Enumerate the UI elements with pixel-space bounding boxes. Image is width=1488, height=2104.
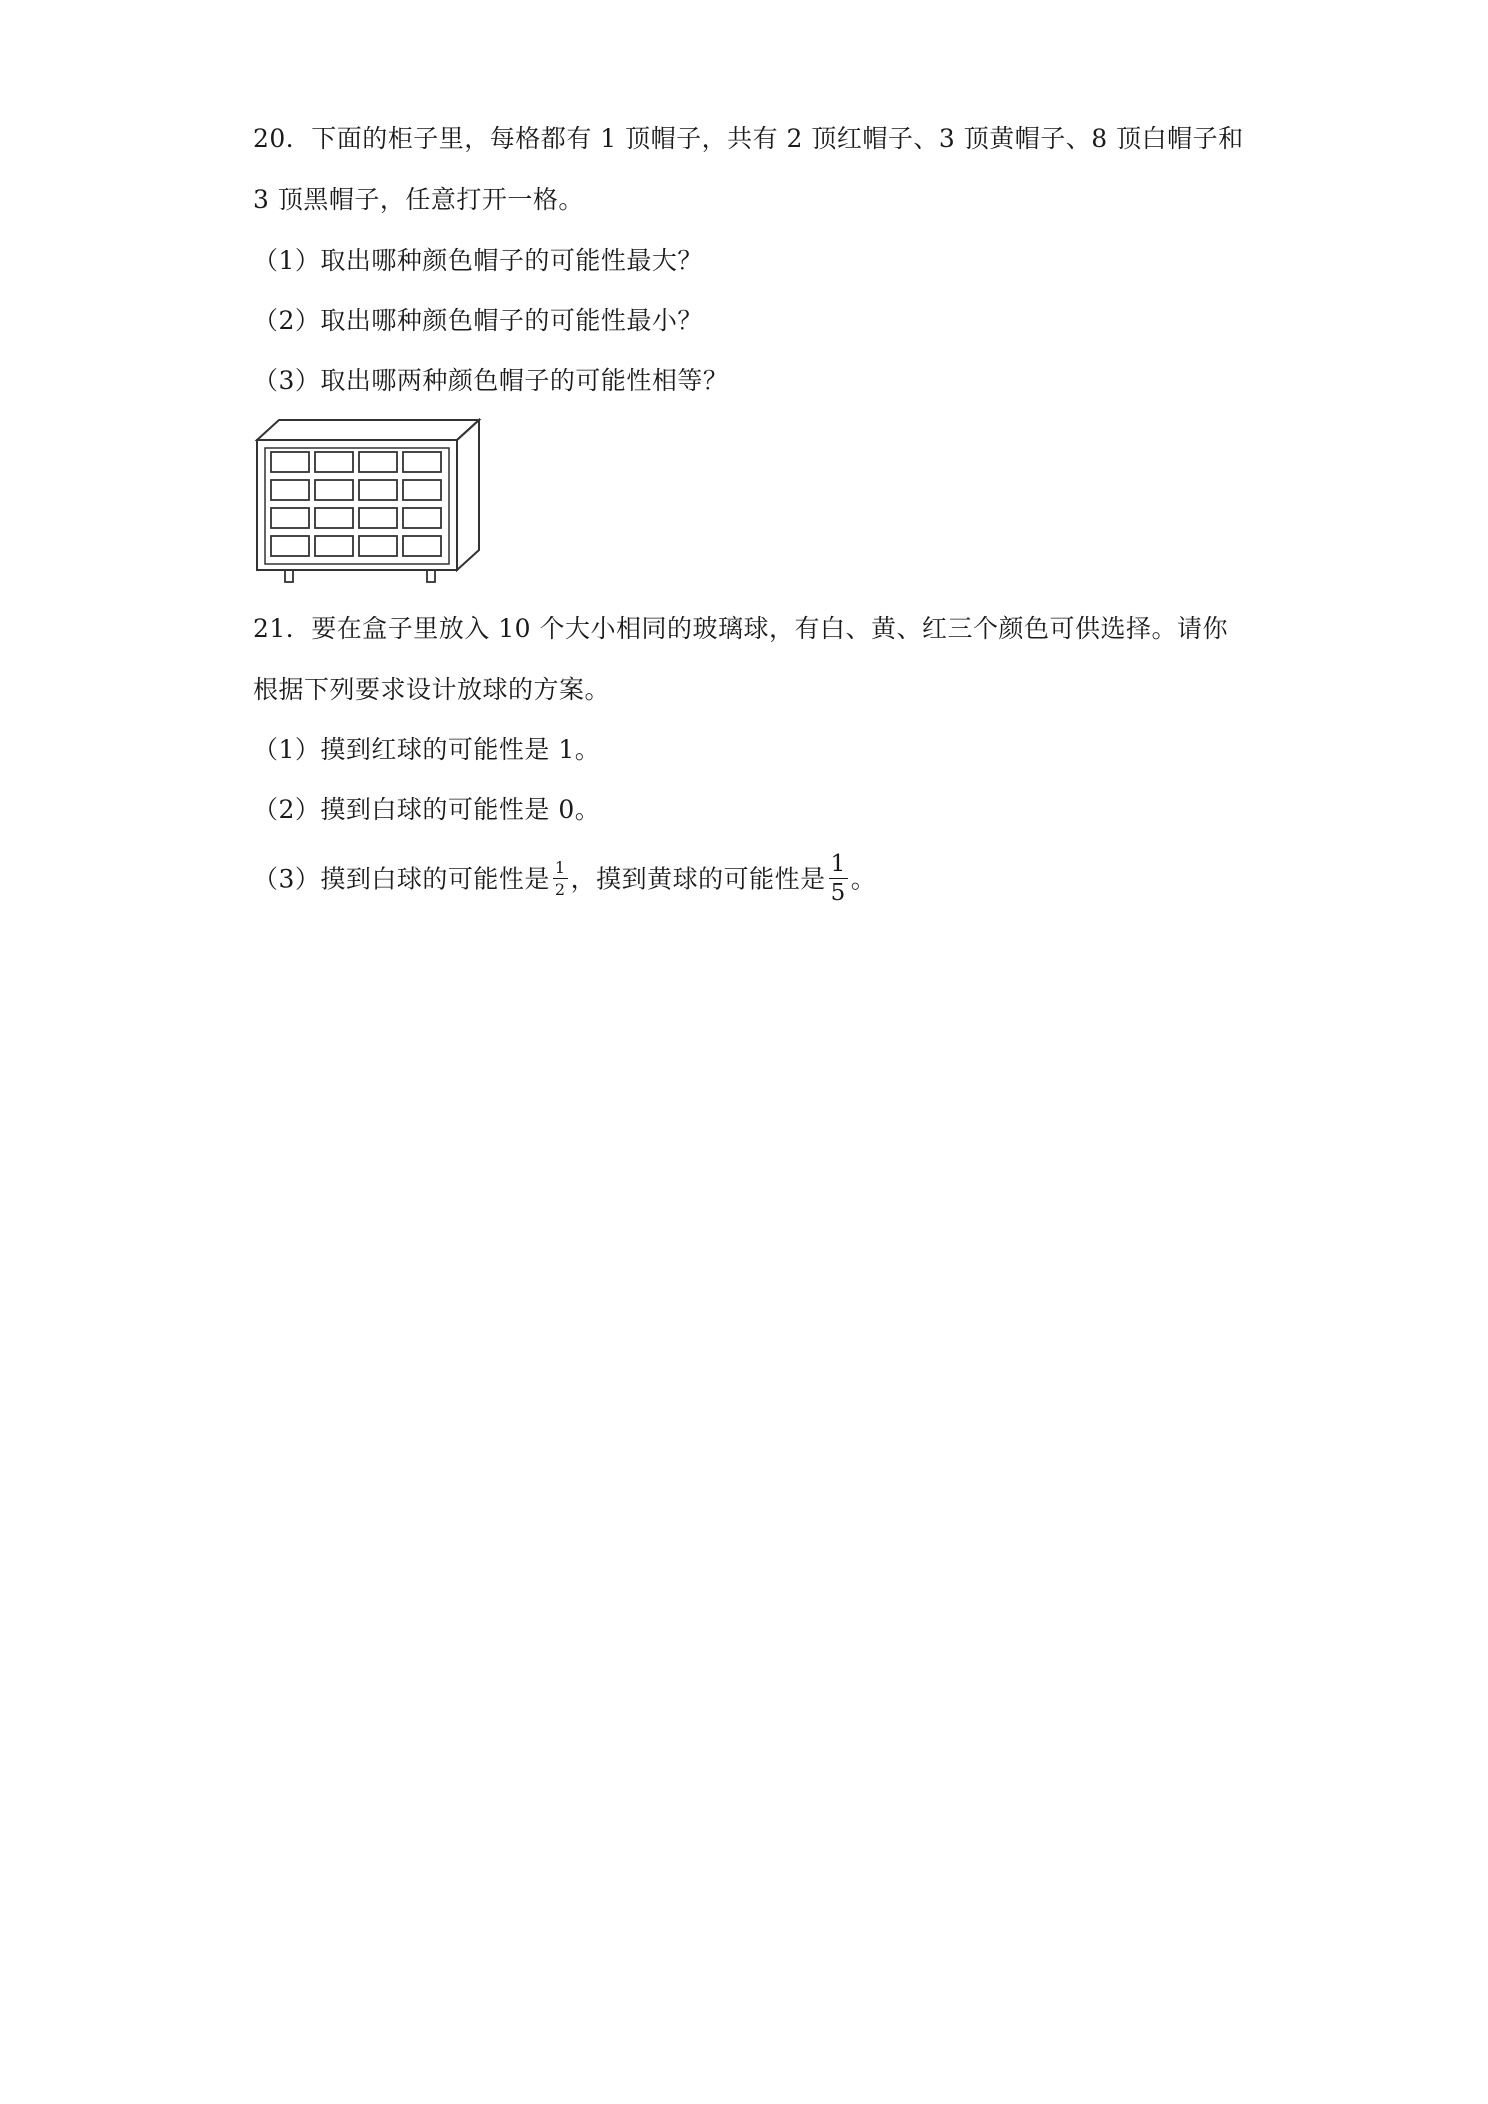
cabinet-front <box>257 440 457 570</box>
cabinet-illustration <box>255 418 487 584</box>
cabinet-top <box>257 420 479 440</box>
q21-subquestion-3 <box>253 851 877 907</box>
q21-stem-line-1: 21．要在盒子里放入 10 个大小相同的玻璃球，有白、黄、红三个颜色可供选择。请你 <box>253 614 1229 643</box>
fraction-denominator: 2 <box>554 880 566 899</box>
fraction-one-half <box>553 860 568 898</box>
q21-subquestion-2: （2）摸到白球的可能性是 0。 <box>253 795 601 824</box>
q20-subquestion-3: （3）取出哪两种颜色帽子的可能性相等？ <box>253 366 729 395</box>
q20-stem-line-1: 20．下面的柜子里，每格都有 1 顶帽子，共有 2 顶红帽子、3 顶黄帽子、8 顶白帽子和 <box>253 124 1244 153</box>
fraction-one-fifth <box>829 853 848 905</box>
cabinet-legs <box>285 570 435 582</box>
fraction-numerator: 1 <box>830 851 846 877</box>
q20-stem-line-2: 3 顶黑帽子，任意打开一格。 <box>253 185 584 214</box>
cabinet-drawers <box>271 452 441 556</box>
fraction-denominator: 5 <box>830 880 846 906</box>
cabinet-side <box>457 420 479 570</box>
q20-subquestion-1: （1）取出哪种颜色帽子的可能性最大？ <box>253 246 703 275</box>
q21-sub3-text-a: （3）摸到白球的可能性是 <box>253 864 550 894</box>
q21-sub3-text-c: 。 <box>850 864 877 894</box>
q21-sub3-text-b: ，摸到黄球的可能性是 <box>570 864 826 894</box>
q21-stem-line-2: 根据下列要求设计放球的方案。 <box>253 675 611 704</box>
q20-subquestion-2: （2）取出哪种颜色帽子的可能性最小？ <box>253 306 703 335</box>
fraction-numerator: 1 <box>554 858 566 877</box>
q21-subquestion-1: （1）摸到红球的可能性是 1。 <box>253 735 601 764</box>
